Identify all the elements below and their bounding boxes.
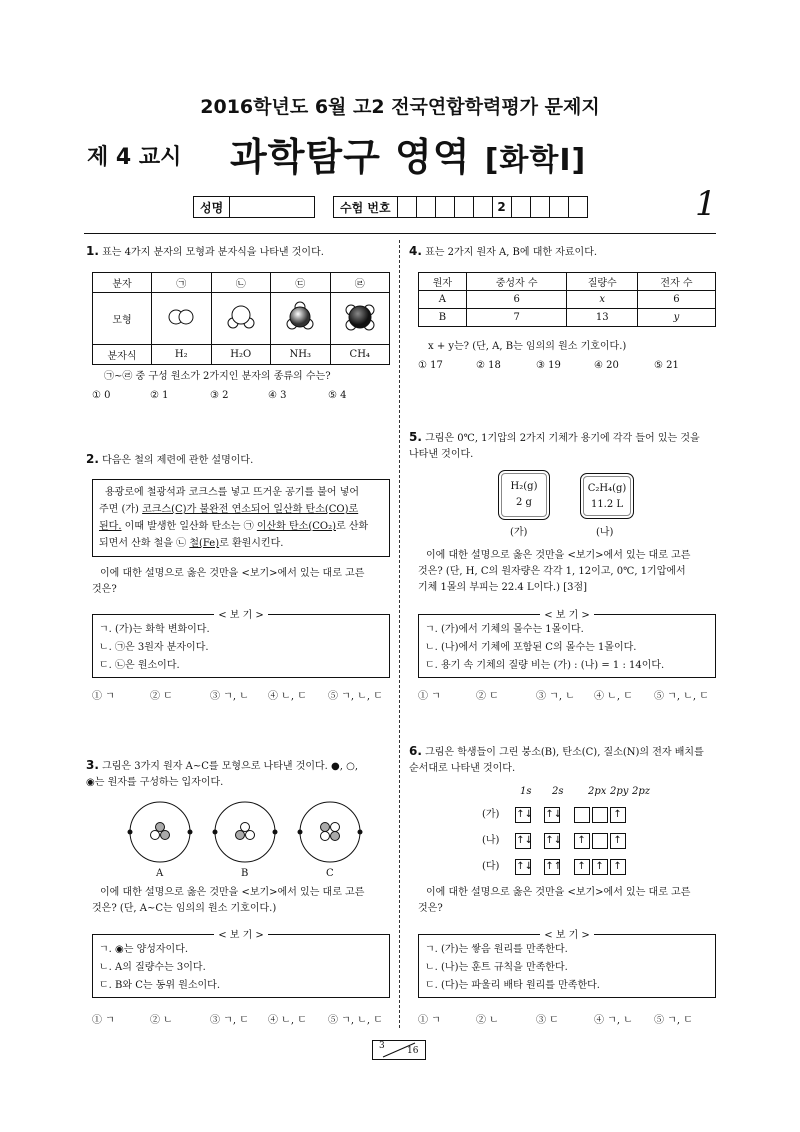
choice[interactable]: ④ ㄴ, ㄷ (268, 691, 307, 702)
row-label: (나) (482, 835, 500, 846)
orbital-box (574, 807, 590, 823)
choice[interactable]: ④ 20 (594, 360, 619, 371)
orbital-box (592, 833, 608, 849)
choice[interactable]: ③ 19 (536, 360, 561, 371)
question-number: 3. (86, 758, 99, 772)
orbital-box (592, 807, 608, 823)
passage-line (99, 535, 383, 552)
atom-a-model (128, 802, 193, 862)
atom-data-table (418, 272, 716, 327)
question-text (92, 885, 392, 917)
answer-choices (92, 1011, 392, 1026)
header-rule (84, 233, 716, 234)
row-label: 분자 (93, 273, 152, 293)
answer-choices (92, 687, 392, 702)
orbital-box: ↑↓ (544, 833, 560, 849)
orbital-header: 2px (588, 786, 607, 797)
bogi-item: ㄷ. 용기 속 기체의 질량 비는 (가) : (나) = 1 : 14이다. (425, 660, 665, 671)
bogi-item: ㄴ. (나)는 훈트 규칙을 만족한다. (425, 962, 568, 973)
choice[interactable]: ② ㄷ (150, 691, 173, 702)
question-stem: ◉는 원자를 구성하는 입자이다. (86, 777, 224, 788)
question-number: 5. (409, 430, 422, 444)
choice[interactable]: ① ㄱ (418, 1015, 441, 1026)
question-number: 2. (86, 452, 99, 466)
choice[interactable]: ③ ㄱ, ㄴ (536, 691, 575, 702)
bogi-item: ㄷ. (다)는 파울리 배타 원리를 만족한다. (425, 980, 600, 991)
nh3-model-icon (280, 297, 320, 337)
orbital-header: 1s (520, 786, 532, 797)
molecule-table (92, 272, 390, 365)
exam-number-cell[interactable] (550, 197, 569, 217)
name-box (193, 196, 315, 218)
formula: H₂ (152, 345, 212, 365)
bogi-item: ㄱ. (가)는 화학 변화이다. (99, 624, 210, 635)
orbital-box: ↑↑ (544, 859, 560, 875)
question-line: 이에 대한 설명으로 옳은 것만을 <보기>에서 있는 대로 고른 (426, 550, 691, 561)
bogi-item: ㄴ. (나)에서 기체에 포함된 C의 몰수는 1몰이다. (425, 642, 637, 653)
orbital-box: ↑↓ (515, 833, 531, 849)
formula: NH₃ (271, 345, 331, 365)
subject-name: 과학탐구 영역 (230, 135, 471, 179)
col-header: 중성자 수 (466, 273, 567, 291)
formula: CH₄ (330, 345, 390, 365)
passage-underlined: 코크스(C)가 불완전 연소되어 일산화 탄소(CO)로 (142, 504, 359, 515)
choice[interactable]: ③ ㄱ, ㄴ (210, 691, 249, 702)
question-stem: 표는 4가지 분자의 모형과 분자식을 나타낸 것이다. (102, 247, 324, 258)
model-h2 (152, 293, 212, 345)
bogi-box (418, 930, 716, 998)
electron-config-row (482, 857, 628, 875)
choice[interactable]: ② ㄴ (476, 1015, 499, 1026)
question-number: 1. (86, 244, 99, 258)
question-number: 4. (409, 244, 422, 258)
question-2 (86, 451, 253, 469)
question-stem: 순서대로 나타낸 것이다. (409, 763, 516, 774)
choice[interactable]: ⑤ ㄱ, ㄴ, ㄷ (328, 1015, 383, 1026)
passage-line (99, 501, 383, 518)
page-indicator (372, 1040, 426, 1060)
question-6 (409, 743, 719, 777)
period-label: 제 4 교시 (87, 145, 182, 170)
exam-number-cell[interactable]: 2 (493, 197, 512, 217)
atom-label: A (156, 868, 164, 879)
question-line: 이에 대한 설명으로 옳은 것만을 <보기>에서 있는 대로 고른 (100, 568, 365, 579)
exam-number-cell[interactable] (531, 197, 550, 217)
orbital-box: ↑↓ (515, 807, 531, 823)
subject-title (230, 126, 586, 181)
column-divider (399, 240, 400, 1028)
col-header: 전자 수 (637, 273, 715, 291)
bogi-item: ㄱ. (가)에서 기체의 몰수는 1몰이다. (425, 624, 584, 635)
question-text (92, 566, 392, 598)
passage-text: 이때 발생한 일산화 탄소는 ㉠ (121, 521, 257, 532)
choice[interactable]: ① ㄱ (418, 691, 441, 702)
choice[interactable]: ① 17 (418, 360, 443, 371)
atom-c-model (298, 802, 363, 862)
question-line: 것은? (단, H, C의 원자량은 각각 1, 12이고, 0℃, 1기압에서 (418, 566, 686, 577)
bogi-item: ㄴ. ㉠은 3원자 분자이다. (99, 642, 209, 653)
col-header: ㉠ (152, 273, 212, 293)
orbital-box: ↑ (610, 807, 626, 823)
question-number: 6. (409, 744, 422, 758)
gas-formula: C₂H₄(g) (587, 483, 627, 494)
atom-models-figure (120, 800, 370, 866)
answer-choices (418, 360, 718, 371)
bogi-box (92, 610, 390, 678)
orbital-box: ↑ (574, 859, 590, 875)
question-stem: 표는 2가지 원자 A, B에 대한 자료이다. (425, 247, 598, 258)
atom-label: B (241, 868, 249, 879)
question-text (418, 885, 718, 917)
bogi-item: ㄱ. ◉는 양성자이다. (99, 944, 189, 955)
atom-b-model (213, 802, 278, 862)
cell: 13 (567, 309, 638, 327)
cell: x (567, 291, 638, 309)
choice[interactable]: ① ㄱ (92, 691, 115, 702)
question-stem: 그림은 0℃, 1기압의 2가지 기체가 용기에 각각 들어 있는 것을 (425, 433, 700, 444)
question-stem: 그림은 학생들이 그린 붕소(B), 탄소(C), 질소(N)의 전자 배치를 (425, 747, 704, 758)
ch4-model-icon (340, 297, 380, 337)
bogi-item: ㄷ. B와 C는 동위 원소이다. (99, 980, 221, 991)
orbital-header: 2s (552, 786, 564, 797)
model-nh3 (271, 293, 331, 345)
current-page: 3 (379, 1041, 385, 1051)
col-header: 원자 (419, 273, 467, 291)
orbital-box: ↑ (610, 859, 626, 875)
electron-config-row (482, 805, 628, 823)
question-line: 것은? (단, A~C는 임의의 원소 기호이다.) (92, 903, 277, 914)
orbital-box: ↑↓ (544, 807, 560, 823)
exam-number-cell[interactable] (436, 197, 455, 217)
exam-number-cell[interactable] (474, 197, 493, 217)
orbital-box: ↑ (610, 833, 626, 849)
passage-line: 용광로에 철광석과 코크스를 넣고 뜨거운 공기를 불어 넣어 (105, 487, 360, 498)
orbital-box: ↑↓ (515, 859, 531, 875)
exam-number-box (333, 196, 588, 218)
col-header: ㉣ (330, 273, 390, 293)
answer-choices (418, 687, 718, 702)
cell: A (419, 291, 467, 309)
choice[interactable]: ① 0 (92, 390, 111, 401)
model-ch4 (330, 293, 390, 345)
row-label: 모형 (93, 293, 152, 345)
row-label: (가) (482, 809, 500, 820)
passage-text: 로 환원시킨다. (219, 538, 284, 549)
choice[interactable]: ③ ㄱ, ㄷ (210, 1015, 249, 1026)
name-label: 성명 (194, 197, 230, 217)
exam-title: 2016학년도 6월 고2 전국연합학력평가 문제지 (200, 96, 600, 118)
bogi-title: < 보 기 > (214, 930, 268, 941)
exam-number-cell[interactable] (417, 197, 436, 217)
col-header: ㉡ (211, 273, 271, 293)
orbital-box: ↑ (592, 859, 608, 875)
electron-config-row (482, 831, 628, 849)
question-1 (86, 243, 391, 261)
orbital-header: 2pz (632, 786, 651, 797)
answer-choices (418, 1011, 718, 1026)
bogi-item: ㄴ. A의 질량수는 3이다. (99, 962, 206, 973)
name-field[interactable] (230, 197, 314, 217)
choice[interactable]: ⑤ 4 (328, 390, 347, 401)
passage-text: 되면서 산화 철을 ㉡ (99, 538, 190, 549)
choice[interactable]: ⑤ ㄱ, ㄴ, ㄷ (328, 691, 383, 702)
choice[interactable]: ④ ㄱ, ㄴ (594, 1015, 633, 1026)
exam-number-label: 수험 번호 (334, 197, 398, 217)
bogi-item: ㄱ. (가)는 쌓음 원리를 만족한다. (425, 944, 568, 955)
choice[interactable]: ② 18 (476, 360, 501, 371)
col-header: ㉢ (271, 273, 331, 293)
passage-text: 주면 (가) (99, 504, 143, 515)
question-line: 기체 1몰의 부피는 22.4 L이다.) [3점] (418, 582, 588, 593)
choice[interactable]: ⑤ 21 (654, 360, 679, 371)
bogi-item: ㄷ. ㉡은 원소이다. (99, 660, 180, 671)
exam-number-cell[interactable] (569, 197, 587, 217)
choice[interactable]: ③ ㄷ (536, 1015, 559, 1026)
passage-box (92, 479, 390, 557)
gas-container-a (498, 470, 550, 520)
cell: B (419, 309, 467, 327)
passage-underlined: 철(Fe) (189, 538, 220, 549)
orbital-box: ↑ (574, 833, 590, 849)
question-text: x + y는? (단, A, B는 임의의 원소 기호이다.) (428, 341, 627, 352)
choice[interactable]: ⑤ ㄱ, ㄷ (654, 1015, 693, 1026)
question-line: 것은? (92, 584, 117, 595)
question-5 (409, 429, 719, 463)
passage-underlined: 된다. (99, 521, 122, 532)
choice[interactable]: ② ㄴ (150, 1015, 173, 1026)
choice[interactable]: ③ 2 (210, 390, 229, 401)
choice[interactable]: ② ㄷ (476, 691, 499, 702)
formula: H₂O (211, 345, 271, 365)
page-number: 1 (695, 184, 717, 224)
choice[interactable]: ④ ㄴ, ㄷ (594, 691, 633, 702)
cell: y (637, 309, 715, 327)
exam-number-cell[interactable] (398, 197, 417, 217)
bogi-title: < 보 기 > (540, 930, 594, 941)
figure-label: (나) (596, 527, 614, 538)
question-3 (86, 757, 392, 791)
h2o-model-icon (221, 299, 261, 335)
gas-amount: 2 g (516, 497, 532, 508)
choice[interactable]: ① ㄱ (92, 1015, 115, 1026)
bogi-box (92, 930, 390, 998)
question-4 (409, 243, 597, 261)
answer-choices (92, 390, 392, 401)
question-stem: 그림은 3가지 원자 A~C를 모형으로 나타낸 것이다. ●, ○, (102, 761, 359, 772)
passage-text: 로 산화 (335, 521, 369, 532)
cell: 7 (466, 309, 567, 327)
cell: 6 (637, 291, 715, 309)
gas-amount: 11.2 L (590, 499, 624, 510)
bogi-box (418, 610, 716, 678)
row-label: (다) (482, 861, 500, 872)
gas-container-b (580, 473, 634, 519)
choice[interactable]: ⑤ ㄱ, ㄴ, ㄷ (654, 691, 709, 702)
question-line: 이에 대한 설명으로 옳은 것만을 <보기>에서 있는 대로 고른 (100, 887, 365, 898)
exam-number-cell[interactable] (455, 197, 474, 217)
atom-label: C (326, 868, 334, 879)
question-line: 이에 대한 설명으로 옳은 것만을 <보기>에서 있는 대로 고른 (426, 887, 691, 898)
figure-label: (가) (510, 527, 528, 538)
question-text: ㉠~㉣ 중 구성 원소가 2가지인 분자의 종류의 수는? (104, 371, 331, 382)
gas-formula: H₂(g) (510, 481, 538, 492)
col-header: 질량수 (567, 273, 638, 291)
orbital-header: 2py (610, 786, 629, 797)
h2-model-icon (161, 302, 201, 332)
question-text (418, 548, 718, 596)
total-pages: 16 (407, 1046, 419, 1056)
passage-line (99, 518, 383, 535)
row-label: 분자식 (93, 345, 152, 365)
question-stem: 나타낸 것이다. (409, 449, 474, 460)
cell: 6 (466, 291, 567, 309)
choice[interactable]: ② 1 (150, 390, 169, 401)
model-h2o (211, 293, 271, 345)
passage-underlined: 이산화 탄소(CO₂) (256, 521, 336, 532)
subject-sub: [화학Ⅰ] (484, 143, 587, 178)
bogi-title: < 보 기 > (214, 610, 268, 621)
choice[interactable]: ④ ㄴ, ㄷ (268, 1015, 307, 1026)
choice[interactable]: ④ 3 (268, 390, 287, 401)
question-line: 것은? (418, 903, 443, 914)
question-stem: 다음은 철의 제련에 관한 설명이다. (102, 455, 254, 466)
exam-number-cell[interactable] (512, 197, 531, 217)
bogi-title: < 보 기 > (540, 610, 594, 621)
